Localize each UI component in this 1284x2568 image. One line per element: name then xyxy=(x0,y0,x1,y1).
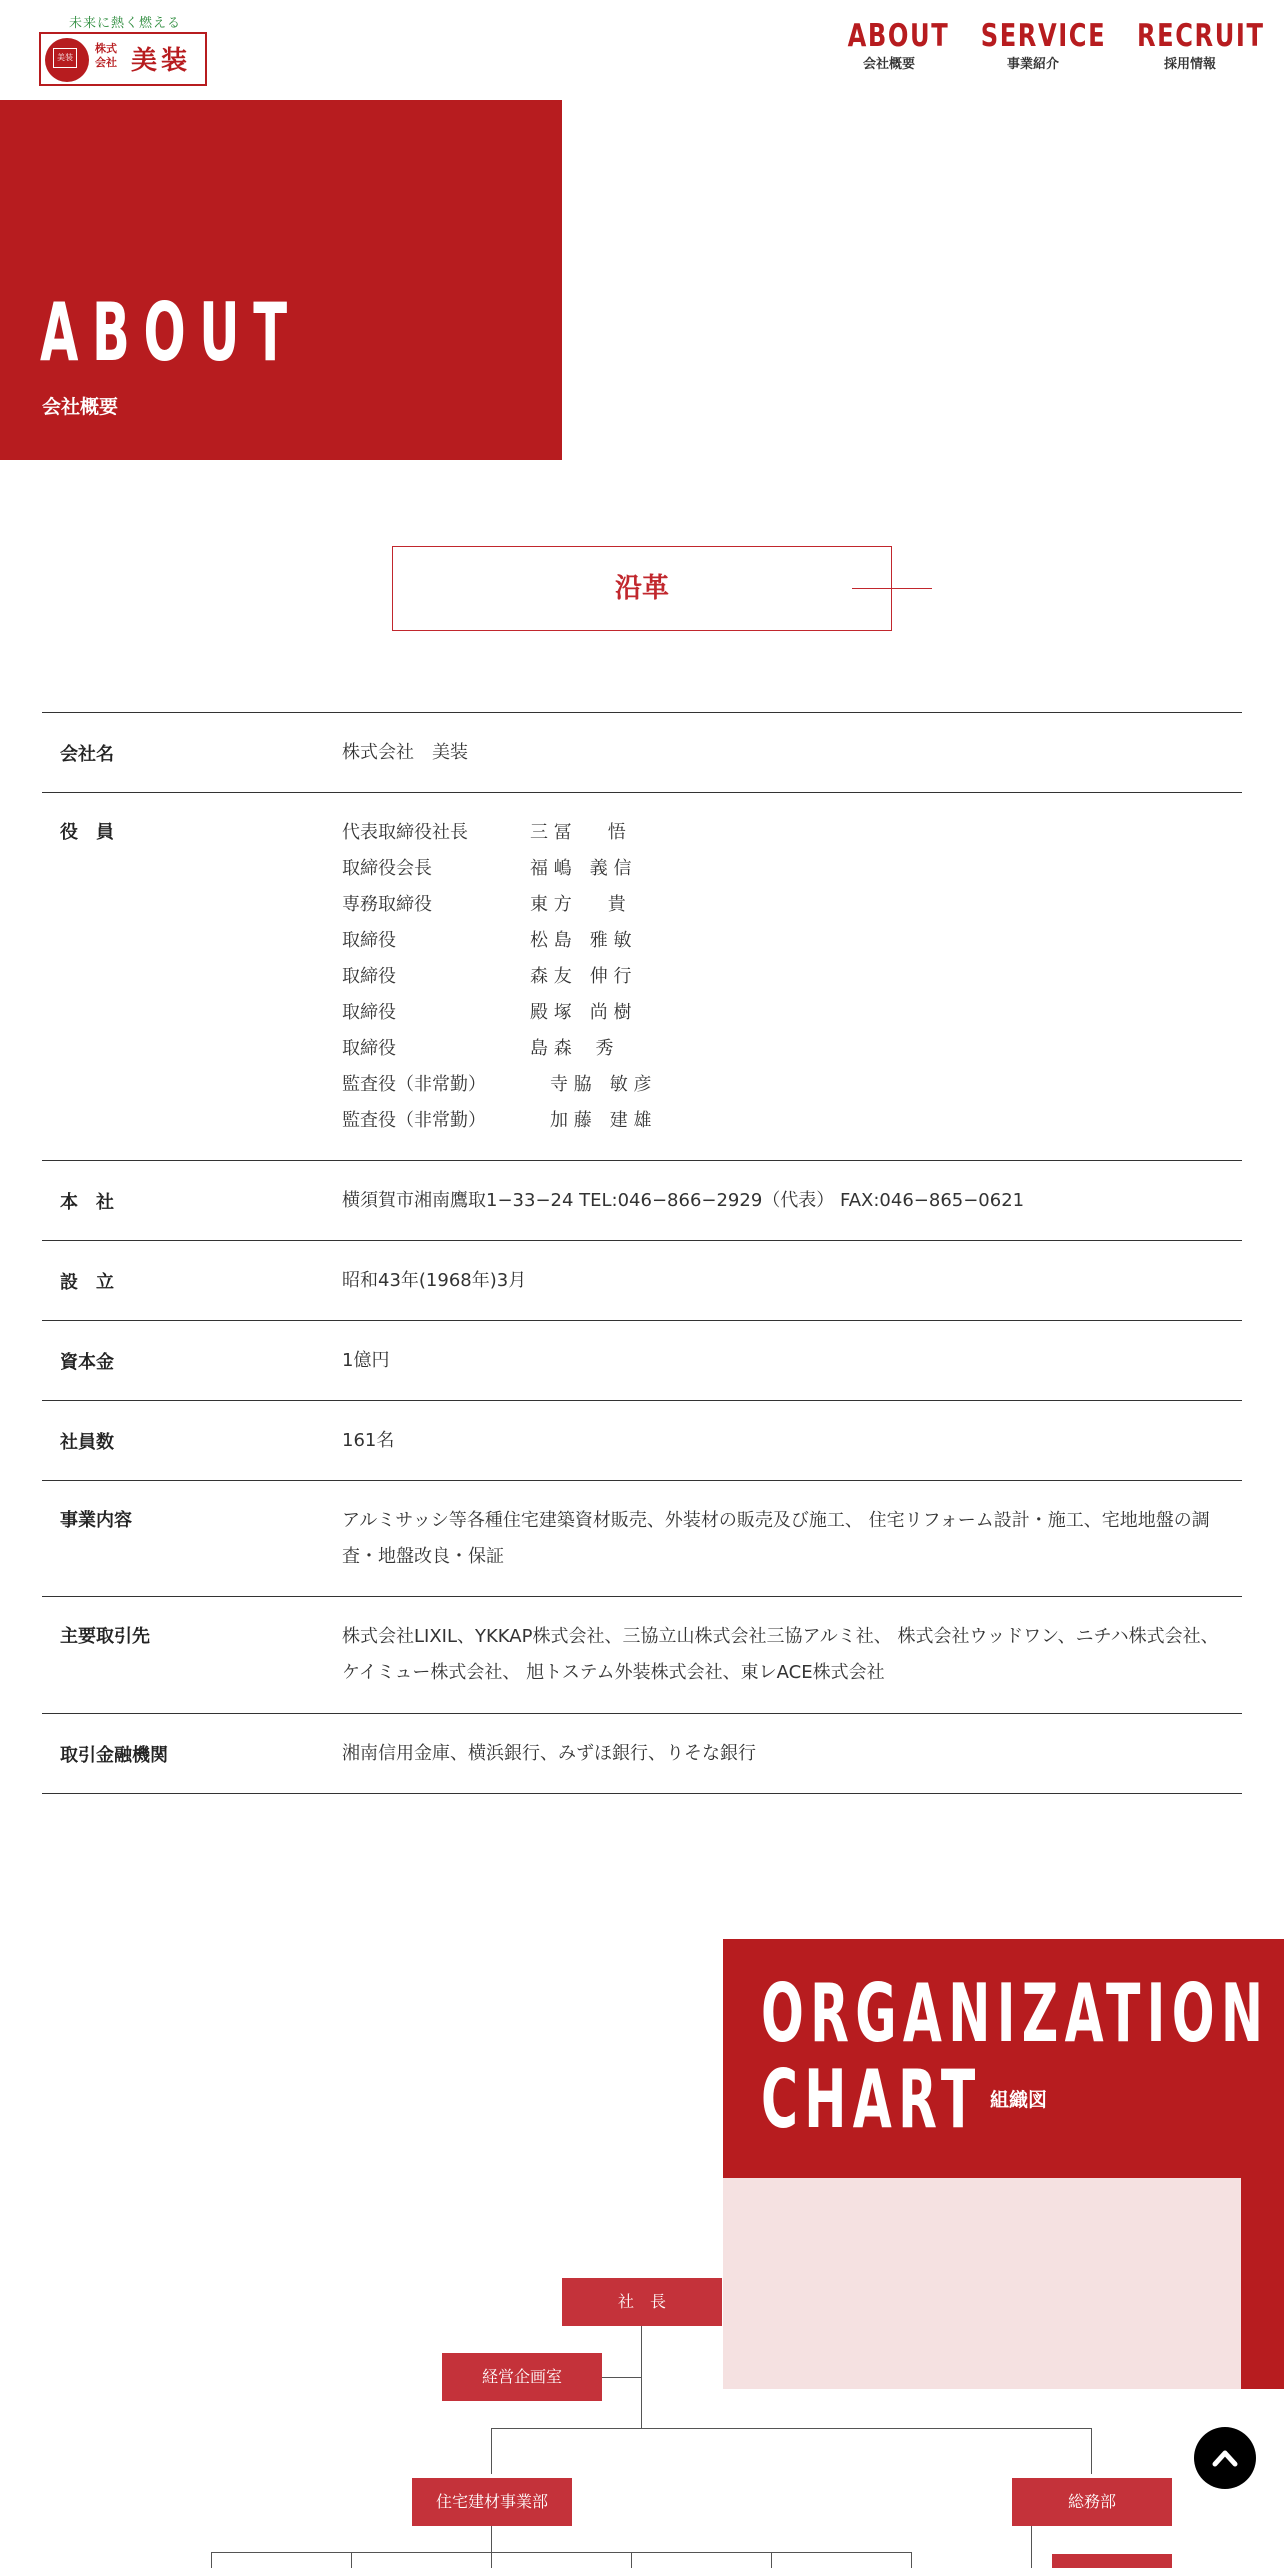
connector xyxy=(211,2552,912,2553)
row-label: 事業内容 xyxy=(60,1510,132,1531)
row-value: 1億円 xyxy=(342,1349,390,1371)
table-row-business xyxy=(42,1481,1242,1597)
officer-line xyxy=(342,1103,1222,1139)
nav-service-en: SERVICE xyxy=(980,18,1107,54)
officer-name: 森 友 伸 行 xyxy=(530,966,632,987)
logo-kabushiki: 株式 会社 xyxy=(95,42,117,69)
officer-line xyxy=(342,995,1222,1031)
officer-line xyxy=(342,887,1222,923)
connector xyxy=(911,2552,912,2568)
nav-recruit-jp: 採用情報 xyxy=(1163,57,1216,72)
row-value: 昭和43年(1968年)3月 xyxy=(342,1269,527,1291)
connector xyxy=(491,2428,1091,2429)
officer-title: 取締役 xyxy=(342,930,396,951)
logo-mark xyxy=(39,32,207,86)
connector xyxy=(631,2552,632,2568)
row-label: 社員数 xyxy=(60,1431,114,1453)
officer-name: 東 方 貴 xyxy=(530,894,626,915)
officer-title: 取締役 xyxy=(342,966,396,987)
connector xyxy=(351,2552,352,2568)
row-value: 161名 xyxy=(342,1429,395,1451)
row-value: アルミサッシ等各種住宅建築資材販売、外装材の販売及び施工、 住宅リフォーム設計・施工、宅地地盤の調査・地盤改良・保証 xyxy=(342,1510,1210,1567)
row-value: 株式会社 美装 xyxy=(342,741,468,763)
officer-line xyxy=(342,815,1222,851)
table-row-banks xyxy=(42,1714,1242,1794)
table-row-capital xyxy=(42,1321,1242,1401)
hero-title-en: ABOUT xyxy=(40,286,301,379)
row-label: 取引金融機関 xyxy=(60,1744,168,1766)
connector xyxy=(602,2377,642,2378)
org-chart-title-jp: 組織図 xyxy=(990,2089,1048,2111)
org-node-president: 社 長 xyxy=(562,2278,722,2326)
connector xyxy=(491,2428,492,2474)
logo-seal-text: 美装 xyxy=(53,48,77,68)
logo-name: 美装 xyxy=(131,46,192,76)
officer-name: 松 島 雅 敏 xyxy=(530,930,632,951)
officer-name: 加 藤 建 雄 xyxy=(550,1110,652,1131)
row-label: 会社名 xyxy=(60,743,114,765)
org-chart-title-line1: ORGANIZATION xyxy=(761,1967,1270,2060)
org-chart-title-line2: CHART xyxy=(761,2053,982,2146)
table-row-headquarters xyxy=(42,1161,1242,1241)
table-row-officers xyxy=(42,793,1242,1161)
org-node-planning: 経営企画室 xyxy=(442,2353,602,2401)
connector xyxy=(1031,2524,1032,2568)
table-row-employees xyxy=(42,1401,1242,1481)
org-node-partial xyxy=(1052,2554,1172,2568)
connector xyxy=(771,2552,772,2568)
officer-name: 寺 脇 敏 彦 xyxy=(550,1074,652,1095)
officer-name: 三 冨 悟 xyxy=(530,822,626,843)
nav-about-jp: 会社概要 xyxy=(862,57,915,72)
officer-title: 取締役 xyxy=(342,1002,396,1023)
officer-line xyxy=(342,851,1222,887)
hero-title-jp: 会社概要 xyxy=(42,396,119,418)
officer-title: 取締役会長 xyxy=(342,858,432,879)
officer-title: 専務取締役 xyxy=(342,894,432,915)
logo-seal-icon xyxy=(45,38,89,82)
chevron-up-icon xyxy=(1211,2446,1239,2470)
row-label: 本 社 xyxy=(60,1191,114,1213)
nav-about-en: ABOUT xyxy=(847,18,950,54)
table-row-company-name xyxy=(42,713,1242,793)
row-value: 横須賀市湘南鷹取1−33−24 TEL:046−866−2929（代表） FAX:046−865−0621 xyxy=(342,1189,1025,1211)
row-label: 設 立 xyxy=(60,1271,114,1293)
officer-name: 殿 塚 尚 樹 xyxy=(530,1002,632,1023)
company-table xyxy=(42,712,1242,1794)
row-label: 役 員 xyxy=(60,822,114,843)
nav-service[interactable] xyxy=(966,18,1107,72)
officer-title: 監査役（非常勤） xyxy=(342,1074,486,1095)
org-chart-title-en xyxy=(761,1967,1270,2146)
nav-recruit[interactable] xyxy=(1122,18,1265,72)
officer-title: 監査役（非常勤） xyxy=(342,1110,486,1131)
officer-line xyxy=(342,923,1222,959)
row-label: 主要取引先 xyxy=(60,1626,150,1647)
nav-recruit-en: RECRUIT xyxy=(1136,18,1265,54)
officers-list xyxy=(342,815,1242,1160)
section-title-accent xyxy=(852,588,932,589)
table-row-clients xyxy=(42,1597,1242,1714)
officer-line xyxy=(342,1031,1222,1067)
connector xyxy=(211,2552,212,2568)
row-value: 湘南信用金庫、横浜銀行、みずほ銀行、りそな銀行 xyxy=(342,1742,756,1764)
org-node-housing: 住宅建材事業部 xyxy=(412,2478,572,2526)
row-label: 資本金 xyxy=(60,1351,114,1373)
officer-name: 島 森 秀 xyxy=(530,1038,614,1059)
table-row-established xyxy=(42,1241,1242,1321)
officer-line xyxy=(342,959,1222,995)
nav-service-jp: 事業紹介 xyxy=(1006,57,1059,72)
officer-line xyxy=(342,1067,1222,1103)
officer-title: 代表取締役社長 xyxy=(342,822,468,843)
company-logo[interactable] xyxy=(39,12,211,88)
officer-name: 福 嶋 義 信 xyxy=(530,858,632,879)
hero-banner xyxy=(0,100,562,460)
row-value: 株式会社LIXIL、YKKAP株式会社、三協立山株式会社三協アルミ社、 株式会社ウッドワン、ニチハ株式会社、ケイミュー株式会社、 旭トステム外装株式会社、東レACE株式会社 xyxy=(342,1626,1219,1683)
org-chart-backdrop xyxy=(723,2178,1241,2389)
org-node-general: 総務部 xyxy=(1012,2478,1172,2526)
page-top-button[interactable] xyxy=(1194,2427,1256,2489)
officer-title: 取締役 xyxy=(342,1038,396,1059)
nav-about[interactable] xyxy=(836,18,950,72)
connector xyxy=(1091,2428,1092,2474)
connector xyxy=(491,2524,492,2568)
logo-tagline: 未来に熱く燃える xyxy=(68,16,181,31)
section-title: 沿革 xyxy=(392,546,892,631)
